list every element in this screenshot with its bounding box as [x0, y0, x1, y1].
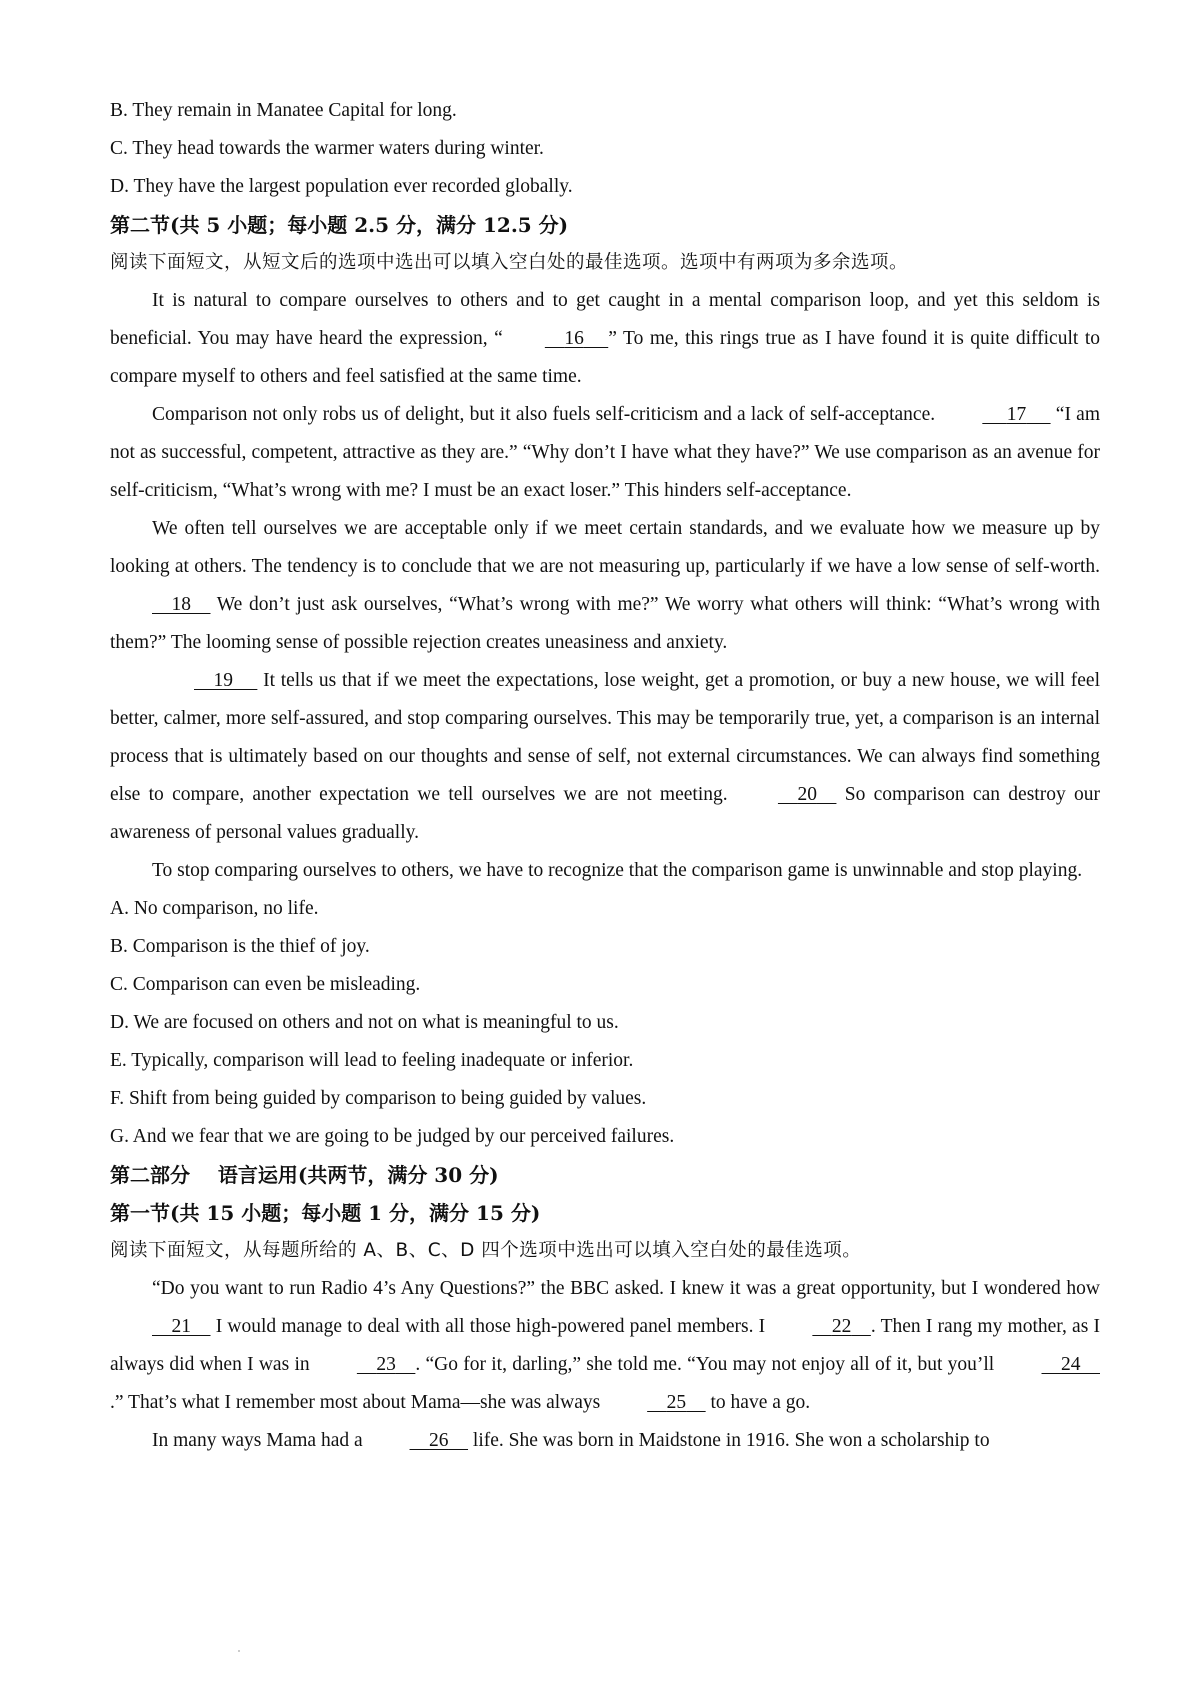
blank-24[interactable]: 24: [1061, 1354, 1081, 1375]
paragraph-text: “I am not as successful, competent, attractive as they are.” “Why don’t I have what they have?” We use comparison as an avenue for self-criticism, “What’s wrong with me? I must be an exact loser.” This hinders self-acceptance.: [110, 404, 1100, 501]
blank-22[interactable]: 22: [831, 1316, 852, 1337]
section-instruction: 阅读下面短文，从每题所给的 A、B、C、D 四个选项中选出可以填入空白处的最佳选项。: [110, 1240, 862, 1261]
option-b: B. Comparison is the thief of joy.: [110, 936, 370, 957]
passage-paragraph: [110, 396, 1100, 510]
blank-20[interactable]: 20: [797, 784, 817, 805]
paragraph-text: In many ways Mama had a: [152, 1430, 368, 1451]
option-a: A. No comparison, no life.: [110, 898, 319, 919]
option-b-previous: B. They remain in Manatee Capital for long.: [110, 100, 457, 121]
blank-19[interactable]: 19: [213, 670, 233, 691]
option-f: F. Shift from being guided by comparison to being guided by values.: [110, 1088, 647, 1109]
option-e: E. Typically, comparison will lead to feeling inadequate or inferior.: [110, 1050, 634, 1071]
option-c-previous: C. They head towards the warmer waters during winter.: [110, 138, 544, 159]
blank-26[interactable]: 26: [429, 1430, 449, 1451]
passage-paragraph: [110, 282, 1100, 396]
paragraph-text: . Then I rang my mother, as I always did when I was in: [110, 1316, 1100, 1375]
blank-21[interactable]: 21: [171, 1316, 191, 1337]
paragraph-text: . “Go for it, darling,” she told me. “You may not enjoy all of it, but you’ll: [415, 1354, 1000, 1375]
paragraph-text: “Do you want to run Radio 4’s Any Questions?” the BBC asked. I knew it was a great opportunity, but I wondered how: [152, 1278, 1100, 1299]
scan-speck: [238, 1650, 240, 1652]
passage-paragraph: [110, 662, 1100, 852]
section-heading: 第一节(共 15 小题；每小题 1 分，满分 15 分): [110, 1201, 541, 1225]
paragraph-text: to have a go.: [705, 1392, 811, 1413]
option-c: C. Comparison can even be misleading.: [110, 974, 421, 995]
passage-paragraph: [110, 510, 1100, 662]
section-heading: 第二节(共 5 小题；每小题 2.5 分，满分 12.5 分): [110, 213, 569, 237]
paragraph-text: We often tell ourselves we are acceptable only if we meet certain standards, and we evaluate how we measure up by looking at others. The tendency is to conclude that we are not measuring up, particularly if we have a low sense of self-worth.: [110, 518, 1100, 577]
passage-paragraph: [110, 1270, 1100, 1422]
paragraph-text: We don’t just ask ourselves, “What’s wrong with me?” We worry what others will think: “What’s wrong with them?” The looming sense of possible rejection creates uneasiness and anxiety.: [110, 594, 1100, 653]
document-page: [110, 92, 1100, 1460]
blank-23[interactable]: 23: [376, 1354, 396, 1375]
paragraph-text: Comparison not only robs us of delight, but it also fuels self-criticism and a lack of self-acceptance.: [152, 404, 941, 425]
paragraph-text: It tells us that if we meet the expectations, lose weight, get a promotion, or buy a new house, we will feel better, calmer, more self-assured, and stop comparing ourselves. This may be temporarily true, yet, a comparison is an internal process that is ultimately based on our thoughts and sense of self, not external circumstances. We can always find something else to compare, another expectation we tell ourselves we are not meeting.: [110, 670, 1100, 805]
paragraph-text: .” That’s what I remember most about Mama—she was always: [110, 1392, 606, 1413]
paragraph-text: I would manage to deal with all those high-powered panel members. I: [210, 1316, 771, 1337]
blank-18[interactable]: 18: [171, 594, 191, 615]
option-g: G. And we fear that we are going to be judged by our perceived failures.: [110, 1126, 675, 1147]
paragraph-text: It is natural to compare ourselves to others and to get caught in a mental comparison loop, and yet this seldom is beneficial. You may have heard the expression, “: [110, 290, 1100, 349]
part-heading: 第二部分 语言运用(共两节，满分 30 分): [110, 1163, 499, 1187]
passage-paragraph: To stop comparing ourselves to others, we have to recognize that the comparison game is unwinnable and stop playing.: [152, 860, 1083, 881]
paragraph-text: So comparison can destroy our awareness of personal values gradually.: [110, 784, 1100, 843]
paragraph-text: ” To me, this rings true as I have found it is quite difficult to compare myself to others and feel satisfied at the same time.: [110, 328, 1101, 387]
paragraph-text: life. She was born in Maidstone in 1916. She won a scholarship to: [468, 1430, 990, 1451]
option-d: D. We are focused on others and not on what is meaningful to us.: [110, 1012, 619, 1033]
blank-16[interactable]: 16: [564, 328, 584, 349]
section-instruction: 阅读下面短文，从短文后的选项中选出可以填入空白处的最佳选项。选项中有两项为多余选项。: [110, 252, 909, 273]
blank-25[interactable]: 25: [666, 1392, 687, 1413]
blank-17[interactable]: 17: [1006, 404, 1027, 425]
option-d-previous: D. They have the largest population ever recorded globally.: [110, 176, 573, 197]
passage-paragraph: [110, 1422, 1100, 1460]
